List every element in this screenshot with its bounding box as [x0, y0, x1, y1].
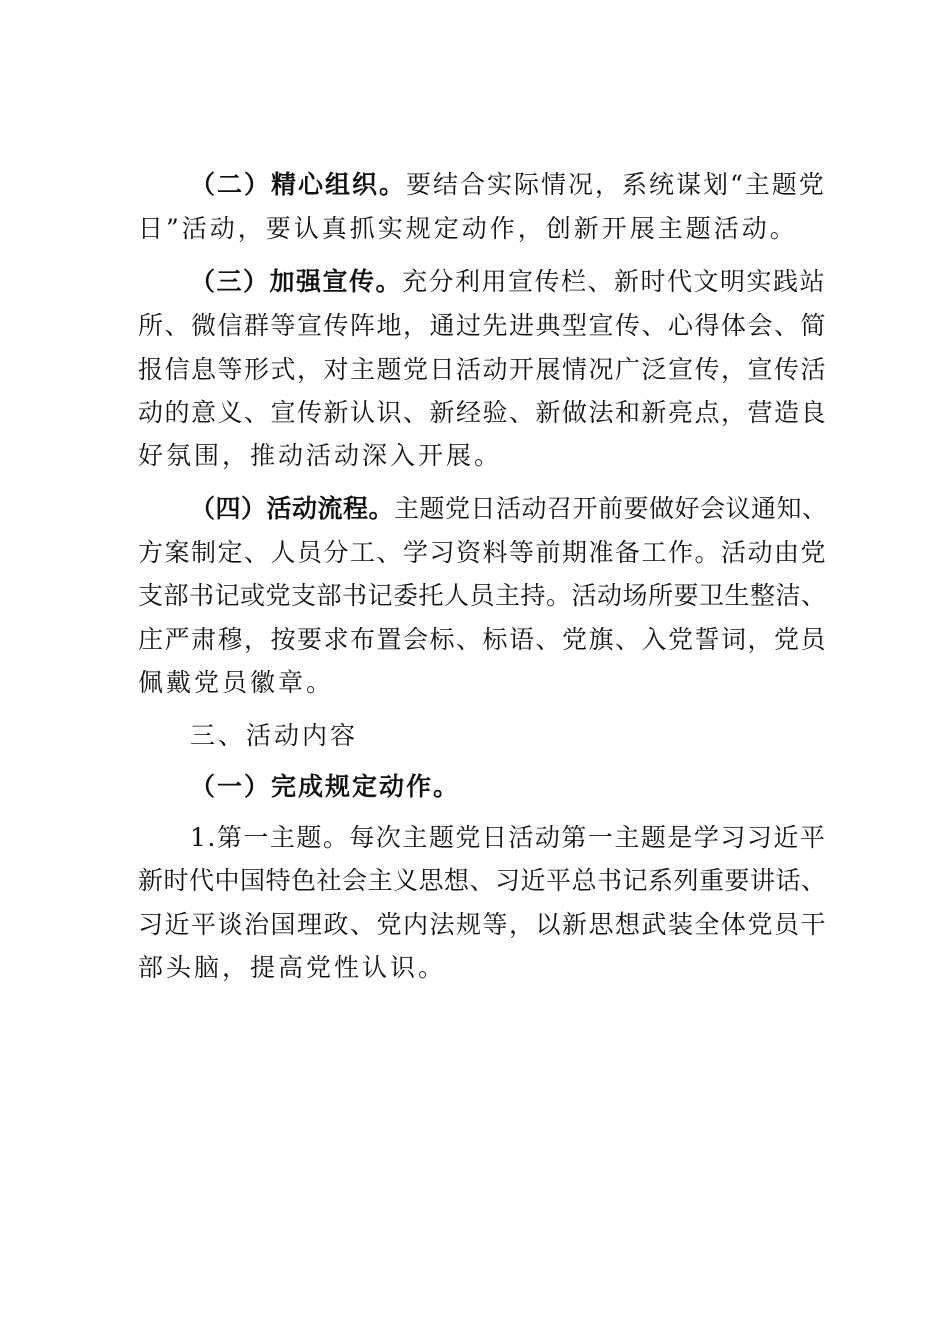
section-heading: （二）精心组织。 [190, 170, 407, 199]
paragraph-line: 1.第一主题。每次主题党日活动第一主题是学习习近平 [190, 823, 827, 852]
paragraph-line: 好氛围，推动活动深入开展。 [138, 441, 503, 470]
section-heading: （四）活动流程。 [190, 494, 395, 523]
paragraph-line: 新时代中国特色社会主义思想、习近平总书记系列重要讲话、 [138, 866, 827, 895]
paragraph-line [190, 494, 828, 524]
paragraph-line [190, 267, 826, 297]
paragraph-line: 庄严肃穆，按要求布置会标、标语、党旗、入党誓词，党员 [138, 625, 828, 654]
section-heading: （三）加强宣传。 [190, 267, 403, 296]
paragraph-line: 方案制定、人员分工、学习资料等前期准备工作。活动由党 [138, 538, 828, 567]
paragraph-line: 所、微信群等宣传阵地，通过先进典型宣传、心得体会、简 [138, 311, 828, 340]
paragraph-line [190, 170, 826, 200]
paragraph-line: 报信息等形式，对主题党日活动开展情况广泛宣传，宣传活 [138, 355, 828, 384]
paragraph-line: 习近平谈治国理政、党内法规等，以新思想武装全体党员干 [138, 910, 828, 939]
paragraph-line: 部头脑，提高党性认识。 [138, 953, 447, 982]
paragraph-line: 日”活动，要认真抓实规定动作，创新开展主题活动。 [138, 214, 798, 243]
paragraph-line: 支部书记或党支部书记委托人员主持。活动场所要卫生整洁、 [138, 581, 827, 610]
paragraph-line: 动的意义、宣传新认识、新经验、新做法和新亮点，营造良 [138, 398, 828, 427]
paragraph-text: 主题党日活动召开前要做好会议通知、 [394, 494, 828, 523]
paragraph-line: 佩戴党员徽章。 [138, 668, 335, 697]
subsection-heading: （一）完成规定动作。 [190, 772, 461, 801]
paragraph-text: 要结合实际情况，系统谋划“主题党 [406, 170, 826, 199]
paragraph-text: 充分利用宣传栏、新时代文明实践站 [402, 267, 827, 296]
chapter-heading: 三、活动内容 [190, 721, 359, 750]
